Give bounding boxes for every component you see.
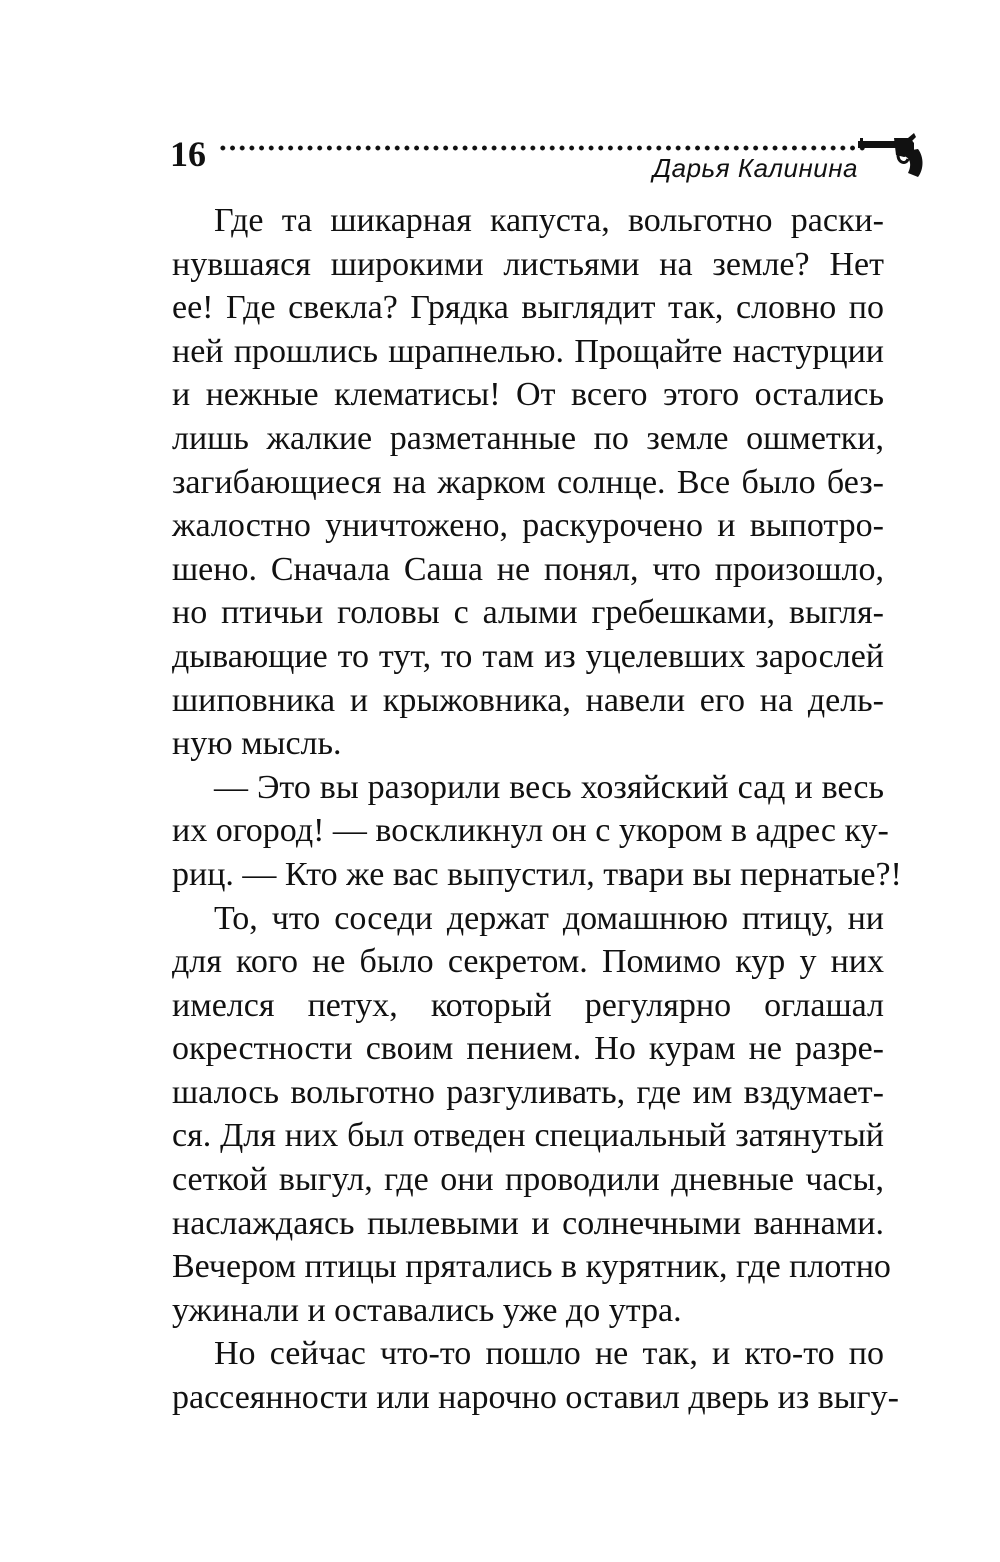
page-number: 16 bbox=[170, 134, 206, 174]
text-line: сеткой выгул, где они проводили дневные часы, bbox=[172, 1161, 884, 1199]
text-line: окрестности своим пением. Но курам не разре- bbox=[172, 1030, 884, 1068]
paragraph bbox=[172, 1332, 899, 1419]
text-line: и нежные клематисы! От всего этого остались bbox=[172, 376, 884, 414]
text-line: шалось вольготно разгуливать, где им вздумает- bbox=[172, 1073, 884, 1111]
text-line: их огород! — воскликнул он с укором в адрес ку- bbox=[172, 812, 889, 850]
paragraph bbox=[172, 199, 884, 766]
text-line: ее! Где свекла? Грядка выглядит так, словно по bbox=[172, 289, 884, 327]
text-line: рассеянности или нарочно оставил дверь из выгу- bbox=[172, 1379, 899, 1417]
text-line: наслаждаясь пылевыми и солнечными ваннами. bbox=[172, 1204, 884, 1242]
text-line: загибающиеся на жарком солнце. Все было без- bbox=[172, 463, 884, 501]
running-header-author: Дарья Калинина bbox=[652, 153, 858, 183]
revolver-icon bbox=[858, 133, 924, 179]
text-line: шиповника и крыжовника, навели его на дель- bbox=[172, 681, 884, 719]
text-line: дывающие то тут, то там из уцелевших зарослей bbox=[172, 637, 884, 675]
text-line: ную мысль. bbox=[172, 725, 342, 763]
text-line: лишь жалкие разметанные по земле ошметки, bbox=[172, 419, 884, 457]
text-line: жалостно уничтожено, раскурочено и выпотро- bbox=[172, 507, 884, 545]
text-line: имелся петух, который регулярно оглашал bbox=[172, 986, 884, 1024]
paragraph bbox=[172, 897, 891, 1333]
text-line: ней прошлись шрапнелью. Прощайте настурции bbox=[172, 332, 884, 370]
text-line: нувшаяся широкими листьями на земле? Нет bbox=[172, 245, 884, 283]
text-line: для кого не было секретом. Помимо кур у них bbox=[172, 943, 884, 981]
text-line: Но сейчас что-то пошло не так, и кто-то по bbox=[214, 1335, 884, 1373]
text-line: шено. Сначала Саша не понял, что произошло, bbox=[172, 550, 884, 588]
text-line: Где та шикарная капуста, вольготно раски- bbox=[214, 202, 884, 239]
text-line: То, что соседи держат домашнюю птицу, ни bbox=[214, 899, 884, 937]
text-line: — Это вы разорили весь хозяйский сад и весь bbox=[214, 768, 884, 806]
text-line: ся. Для них был отведен специальный затянутый bbox=[172, 1117, 884, 1155]
text-line: Вечером птицы прятались в курятник, где плотно bbox=[172, 1248, 891, 1286]
text-line: но птичьи головы с алыми гребешками, выгля- bbox=[172, 594, 884, 632]
body-text bbox=[172, 199, 902, 1420]
paragraph bbox=[172, 766, 902, 897]
text-line: ужинали и оставались уже до утра. bbox=[172, 1291, 682, 1329]
text-line: риц. — Кто же вас выпустил, твари вы пернатые?! bbox=[172, 855, 902, 893]
